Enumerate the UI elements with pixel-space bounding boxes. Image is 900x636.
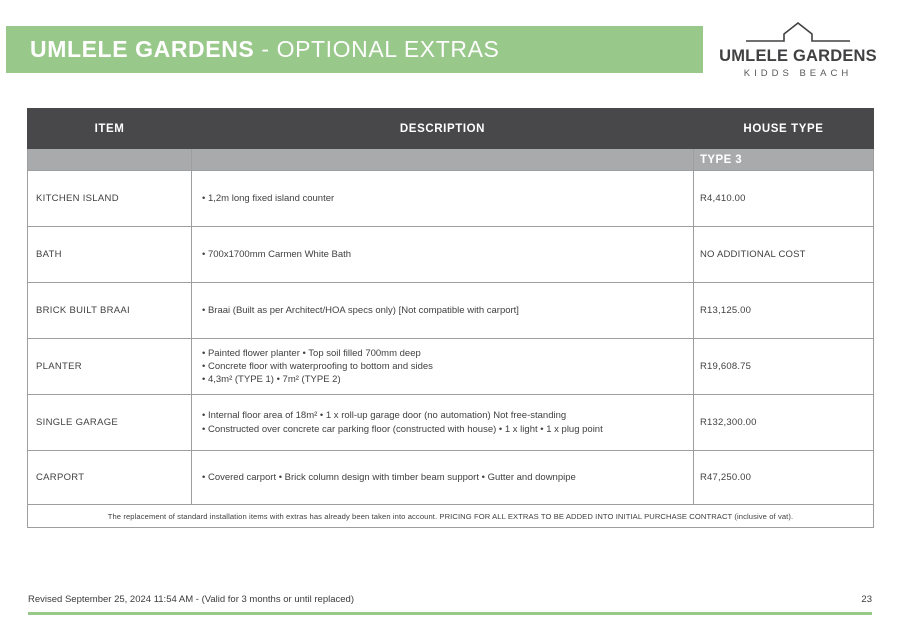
item-cell: SINGLE GARAGE <box>28 395 192 451</box>
table-header-row <box>28 109 874 149</box>
page-number: 23 <box>861 594 872 605</box>
description-cell: • Painted flower planter • Top soil filled 700mm deep • Concrete floor with waterproofing to bottom and sides • 4,3m² (TYPE 1) • 7m² (TYPE 2) <box>192 339 694 395</box>
description-cell: • Internal floor area of 18m² • 1 x roll-up garage door (no automation) Not free-standing • Constructed over concrete car parking floor (constructed with house) • 1 x light • 1 x plug point <box>192 395 694 451</box>
table-row <box>28 395 874 451</box>
item-cell: BATH <box>28 227 192 283</box>
header-description: DESCRIPTION <box>192 109 694 149</box>
subheader-empty-cell <box>192 149 694 171</box>
table-note-row <box>28 505 874 528</box>
page-title <box>30 36 499 63</box>
logo-name: UMLELE GARDENS <box>719 47 877 65</box>
price-cell: R13,125.00 <box>694 283 874 339</box>
price-cell: R132,300.00 <box>694 395 874 451</box>
page-title-section: - OPTIONAL EXTRAS <box>254 36 500 62</box>
page-title-banner <box>6 26 703 73</box>
logo-subtitle: KIDDS BEACH <box>743 68 853 79</box>
description-cell: • 1,2m long fixed island counter <box>192 171 694 227</box>
page-title-project: UMLELE GARDENS <box>30 36 255 62</box>
description-cell: • 700x1700mm Carmen White Bath <box>192 227 694 283</box>
header-item: ITEM <box>28 109 192 149</box>
house-outline-icon <box>743 20 853 46</box>
price-cell: R4,410.00 <box>694 171 874 227</box>
table-body <box>28 171 874 528</box>
price-cell: R47,250.00 <box>694 451 874 505</box>
pricing-note: The replacement of standard installation items with extras has already been taken into account. PRICING FOR ALL EXTRAS TO BE ADDED INTO INITIAL PURCHASE CONTRACT (inclusive of vat). <box>28 505 874 528</box>
table-row <box>28 227 874 283</box>
footer-divider <box>28 612 872 615</box>
table-row <box>28 451 874 505</box>
house-type-label: TYPE 3 <box>694 149 874 171</box>
item-cell: KITCHEN ISLAND <box>28 171 192 227</box>
item-cell: BRICK BUILT BRAAI <box>28 283 192 339</box>
item-cell: PLANTER <box>28 339 192 395</box>
header-house-type: HOUSE TYPE <box>694 109 874 149</box>
footer-revision: Revised September 25, 2024 11:54 AM - (Valid for 3 months or until replaced) <box>28 594 354 605</box>
item-cell: CARPORT <box>28 451 192 505</box>
description-cell: • Covered carport • Brick column design with timber beam support • Gutter and downpipe <box>192 451 694 505</box>
table-row <box>28 283 874 339</box>
description-cell: • Braai (Built as per Architect/HOA specs only) [Not compatible with carport] <box>192 283 694 339</box>
table-row <box>28 339 874 395</box>
company-logo <box>718 20 878 79</box>
table-subheader-row <box>28 149 874 171</box>
table-row <box>28 171 874 227</box>
price-cell: R19,608.75 <box>694 339 874 395</box>
price-cell: NO ADDITIONAL COST <box>694 227 874 283</box>
subheader-empty-cell <box>28 149 192 171</box>
optional-extras-table <box>27 108 873 528</box>
